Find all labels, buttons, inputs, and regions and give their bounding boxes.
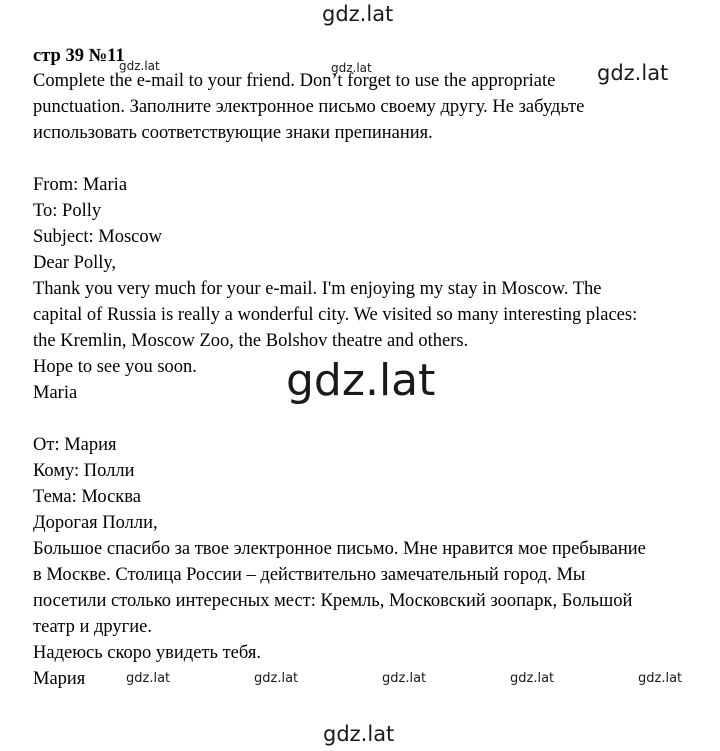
- email-ru-body-4: театр и другие.: [33, 617, 152, 637]
- email-ru-body-2: в Москве. Столица России – действительно замечательный город. Мы: [33, 565, 586, 585]
- email-en-body-3: the Kremlin, Moscow Zoo, the Bolshov theatre and others.: [33, 331, 469, 351]
- watermark-top: gdz.lat: [322, 2, 394, 26]
- watermark-row-2: gdz.lat: [254, 671, 299, 686]
- watermark-row-4: gdz.lat: [510, 671, 555, 686]
- email-en-signature: Maria: [33, 383, 78, 403]
- page-heading: стр 39 №11: [33, 46, 125, 66]
- task-text-line-2: punctuation. Заполните электронное письмо своему другу. Не забудьте: [33, 97, 585, 117]
- watermark-row-3: gdz.lat: [382, 671, 427, 686]
- email-ru-closing: Надеюсь скоро увидеть тебя.: [33, 643, 261, 663]
- email-en-body-1: Thank you very much for your e-mail. I'm enjoying my stay in Moscow. The: [33, 279, 602, 299]
- task-text-line-3: использовать соответствующие знаки препинания.: [33, 123, 433, 143]
- email-en-closing: Hope to see you soon.: [33, 357, 197, 377]
- email-ru-greeting: Дорогая Полли,: [33, 513, 158, 533]
- email-en-to: To: Polly: [33, 201, 102, 221]
- watermark-bottom: gdz.lat: [323, 722, 395, 746]
- email-en-body-2: capital of Russia is really a wonderful city. We visited so many interesting places:: [33, 305, 638, 325]
- email-en-greeting: Dear Polly,: [33, 253, 117, 273]
- watermark-row-1: gdz.lat: [126, 671, 171, 686]
- watermark-small-2: gdz.lat: [331, 61, 372, 75]
- email-ru-subject: Тема: Москва: [33, 487, 141, 507]
- watermark-row-5: gdz.lat: [638, 671, 683, 686]
- watermark-small-1: gdz.lat: [119, 59, 160, 73]
- email-ru-from: От: Мария: [33, 435, 117, 455]
- email-ru-signature: Мария: [33, 669, 86, 689]
- email-ru-to: Кому: Полли: [33, 461, 135, 481]
- email-ru-body-1: Большое спасибо за твое электронное письмо. Мне нравится мое пребывание: [33, 539, 646, 559]
- email-en-subject: Subject: Moscow: [33, 227, 162, 247]
- email-ru-body-3: посетили столько интересных мест: Кремль, Московский зоопарк, Большой: [33, 591, 633, 611]
- watermark-right: gdz.lat: [597, 61, 669, 85]
- email-en-from: From: Maria: [33, 175, 128, 195]
- task-text-line-1: Complete the e-mail to your friend. Don’t forget to use the appropriate: [33, 71, 556, 91]
- watermark-center: gdz.lat: [286, 355, 436, 406]
